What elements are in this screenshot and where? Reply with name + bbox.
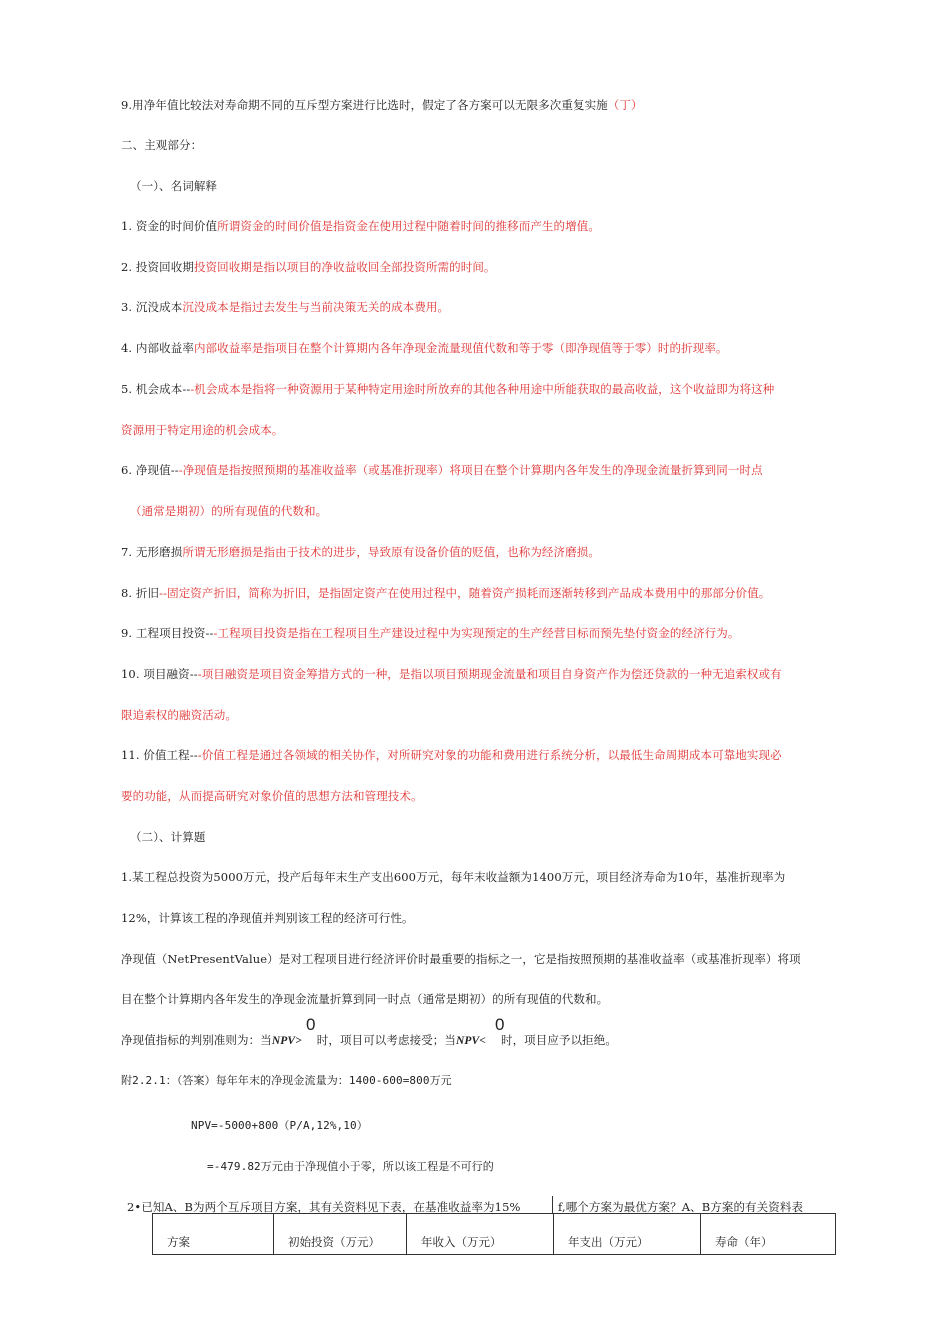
question-9 — [121, 97, 643, 113]
term-8-definition: --固定资产折旧，简称为折旧，是指固定资产在使用过程中，随着资产损耗而逐渐转移到产品成本费用中的那部分价值。 — [159, 586, 771, 600]
term-9 — [121, 625, 739, 641]
term-2-name: 2. 投资回收期 — [121, 260, 194, 274]
term-5-definition: -机会成本是指将一种资源用于某种特定用途时所放弃的其他各种用途中所能获取的最高收益，这个收益即为将这种 — [190, 382, 775, 396]
npv-criterion-part-2: 时，项目可以考虑接受；当 — [316, 1033, 456, 1047]
zero-superscript-2: 0 — [495, 1015, 505, 1034]
table-header-cell: 年收入（万元） — [407, 1214, 554, 1255]
zero-superscript-1: 0 — [306, 1015, 316, 1034]
term-9-name: 9. 工程项目投资-- — [121, 626, 214, 640]
term-11-name: 11. 价值工程-- — [121, 748, 198, 762]
term-6-definition: -净现值是指按照预期的基准收益率（或基准折现率）将项目在整个计算期内各年发生的净现金流量折算到同一时点 — [178, 463, 763, 477]
section-heading-subjective: 二、主观部分： — [121, 138, 203, 152]
npv-criterion-part-1: 净现值指标的判别准则为：当 — [121, 1033, 272, 1047]
term-7 — [121, 544, 600, 560]
term-1-definition: 所谓资金的时间价值是指资金在使用过程中随着时间的推移而产生的增值。 — [217, 219, 600, 233]
npv-greater-symbol: NPV> — [271, 1035, 302, 1047]
term-5 — [121, 381, 774, 397]
calc-1-question-line-2: 12%，计算该工程的净现值并判别该工程的经济可行性。 — [121, 911, 414, 925]
term-5-name: 5. 机会成本-- — [121, 382, 191, 396]
table-header-cell: 寿命（年） — [701, 1214, 836, 1255]
term-7-name: 7. 无形磨损 — [121, 545, 183, 559]
calc-1-question-line-1: 1.某工程总投资为5000万元，投产后每年末生产支出600万元，每年末收益额为1400万元，项目经济寿命为10年，基准折现率为 — [121, 870, 786, 884]
answer-line-2: NPV=-5000+800（P/A,12%,10） — [191, 1119, 368, 1132]
npv-definition-line-1: 净现值（NetPresentValue）是对工程项目进行经济评价时最重要的指标之一，它是指按照预期的基准收益率（或基准折现率）将项 — [121, 952, 801, 966]
term-10-definition-cont: 限追索权的融资活动。 — [121, 708, 237, 722]
term-8 — [121, 585, 770, 601]
term-4-name: 4. 内部收益率 — [121, 341, 194, 355]
term-11-definition-cont: 要的功能，从而提高研究对象价值的思想方法和管理技术。 — [121, 789, 423, 803]
question-9-answer: （丁） — [607, 98, 643, 112]
term-5-definition-cont: 资源用于特定用途的机会成本。 — [121, 423, 284, 437]
term-1 — [121, 218, 600, 234]
term-11 — [121, 747, 782, 763]
subsection-heading-calc: （二）、计算题 — [130, 830, 206, 844]
answer-line-1: 附2.2.1：（答案）每年年末的净现金流量为：1400-600=800万元 — [121, 1074, 452, 1087]
scheme-data-table — [152, 1213, 836, 1255]
answer-line-3: =-479.82万元由于净现值小于零，所以该工程是不可行的 — [207, 1160, 494, 1173]
npv-criterion-part-3: 时，项目应予以拒绝。 — [500, 1033, 617, 1047]
question-9-text: 9.用净年值比较法对寿命期不同的互斥型方案进行比选时，假定了各方案可以无限多次重复实施 — [121, 98, 608, 112]
term-1-name: 1. 资金的时间价值 — [121, 219, 218, 233]
term-3-definition: 沉没成本是指过去发生与当前决策无关的成本费用。 — [182, 300, 450, 314]
term-2 — [121, 259, 496, 275]
table-header-cell: 方案 — [153, 1214, 274, 1255]
term-2-definition: 投资回收期是指以项目的净收益收回全部投资所需的时间。 — [193, 260, 496, 274]
term-6-name: 6. 净现值-- — [121, 463, 179, 477]
term-6 — [121, 462, 763, 478]
term-10-definition: -项目融资是项目资金筹措方式的一种，是指以项目预期现金流量和项目自身资产作为偿还贷款的一种无追索权或有 — [197, 667, 782, 681]
npv-less-symbol: NPV< — [456, 1035, 486, 1047]
subsection-heading-terms: （一）、名词解释 — [130, 179, 218, 193]
term-7-definition: 所谓无形磨损是指由于技术的进步，导致原有设备价值的贬值，也称为经济磨损。 — [182, 545, 600, 559]
npv-criterion — [121, 1032, 617, 1049]
table-header-cell: 初始投资（万元） — [274, 1214, 407, 1255]
term-3-name: 3. 沉没成本 — [121, 300, 183, 314]
term-8-name: 8. 折旧 — [121, 586, 160, 600]
calc-2-question-right: f,哪个方案为最优方案？A、B方案的有关资料表 — [558, 1200, 804, 1214]
npv-definition-line-2: 目在整个计算期内各年发生的净现金流量折算到同一时点（通常是期初）的所有现值的代数和。 — [121, 992, 609, 1006]
term-10-name: 10. 项目融资-- — [121, 667, 198, 681]
term-4-definition: 内部收益率是指项目在整个计算期内各年净现金流量现值代数和等于零（即净现值等于零）时的折现率。 — [193, 341, 728, 355]
table-header-cell: 年支出（万元） — [554, 1214, 701, 1255]
term-11-definition: -价值工程是通过各领域的相关协作，对所研究对象的功能和费用进行系统分析，以最低生命周期成本可靠地实现必 — [197, 748, 782, 762]
term-9-definition: -工程项目投资是指在工程项目生产建设过程中为实现预定的生产经营目标而预先垫付资金的经济行为。 — [213, 626, 740, 640]
table-divider-line — [552, 1196, 553, 1213]
term-10 — [121, 666, 782, 682]
term-4 — [121, 340, 728, 356]
term-6-definition-cont: （通常是期初）的所有现值的代数和。 — [130, 504, 328, 518]
calc-2-question-left: 2•已知A、B为两个互斥项目方案，其有关资料见下表，在基准收益率为15% — [127, 1200, 521, 1214]
term-3 — [121, 299, 449, 315]
table-header-row — [153, 1214, 836, 1255]
